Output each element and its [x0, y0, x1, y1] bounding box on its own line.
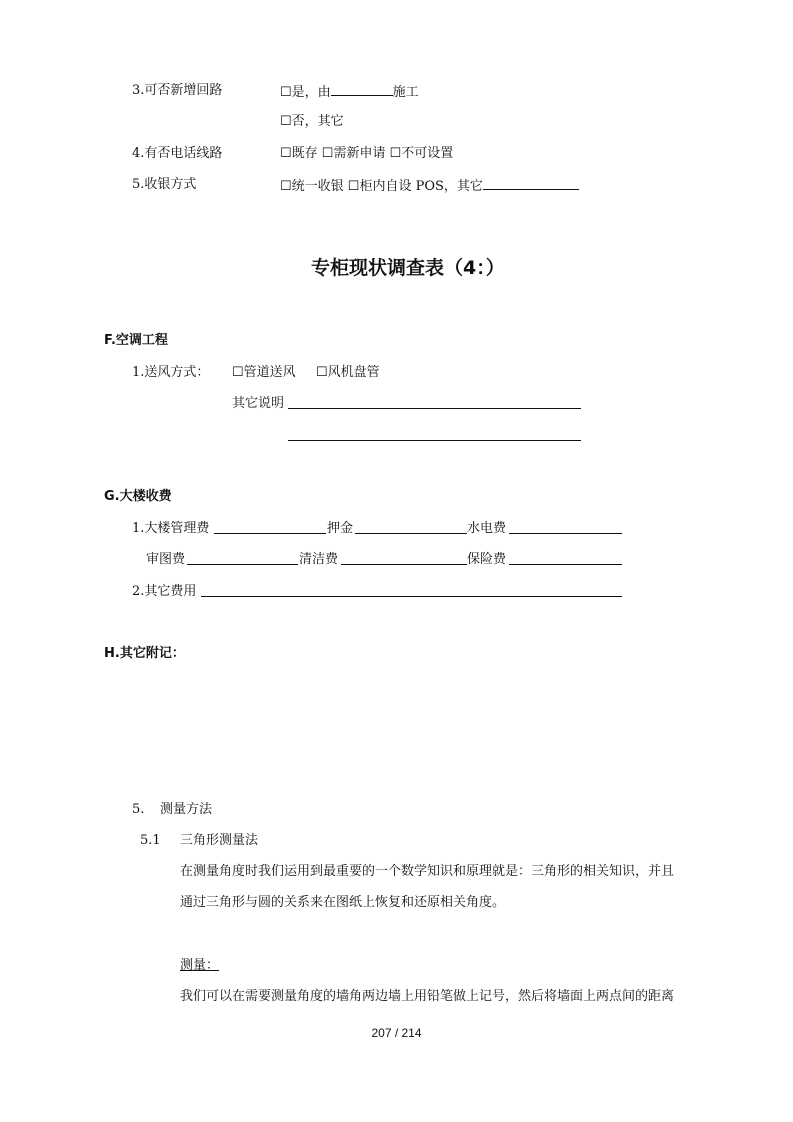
insurance-fee-label: 保险费	[467, 552, 507, 567]
air-supply-label: 1.送风方式：	[132, 365, 210, 380]
cleaning-fee-label: 清洁费	[299, 552, 339, 567]
cashier-other-blank	[483, 177, 579, 190]
new-circuit-label: 3.可否新增回路	[132, 83, 223, 98]
new-circuit-yes-prefix: ☐是，由	[280, 85, 331, 100]
phone-line-label: 4.有否电话线路	[132, 146, 223, 161]
form-title: 专柜现状调查表（4：）	[311, 257, 505, 279]
page-number: 207 / 214	[371, 1026, 422, 1040]
air-notes-line-1	[288, 408, 581, 409]
review-fee-blank	[187, 564, 298, 565]
utility-fee-label: 水电费	[467, 521, 507, 536]
deposit-blank	[355, 533, 467, 534]
new-circuit-yes-suffix: 施工	[392, 85, 419, 100]
air-supply-option-fancoil: ☐风机盘管	[316, 365, 380, 380]
air-supply-option-duct: ☐管道送风	[232, 365, 296, 380]
new-circuit-no-option: ☐否，其它	[280, 114, 344, 129]
section-5-1-title: 三角形测量法	[180, 833, 259, 848]
measure-subheading: 测量：	[180, 958, 220, 973]
paragraph-1-line-1: 在测量角度时我们运用到最重要的一个数学知识和原理就是：三角形的相关知识，并且	[180, 864, 675, 879]
mgmt-fee-label: 1.大楼管理费	[132, 521, 210, 536]
other-fees-blank	[201, 596, 622, 597]
cleaning-fee-blank	[341, 564, 467, 565]
cashier-options-text: ☐统一收银 ☐柜内自设 POS，其它	[280, 179, 483, 194]
paragraph-1-line-2: 通过三角形与圆的关系来在图纸上恢复和还原相关角度。	[180, 895, 506, 910]
review-fee-label: 审图费	[146, 552, 186, 567]
insurance-fee-blank	[509, 564, 622, 565]
section-g-heading: G.大楼收费	[104, 489, 172, 504]
utility-fee-blank	[509, 533, 622, 534]
deposit-label: 押金	[327, 521, 354, 536]
paragraph-2-line-1: 我们可以在需要测量角度的墙角两边墙上用铅笔做上记号，然后将墙面上两点间的距离	[180, 989, 675, 1004]
phone-line-options: ☐既存 ☐需新申请 ☐不可设置	[280, 146, 454, 161]
air-other-notes-label: 其它说明	[232, 396, 285, 411]
cashier-method-options	[280, 177, 579, 195]
section-5-title: 测量方法	[160, 802, 213, 817]
cashier-method-label: 5.收银方式	[132, 177, 197, 192]
other-fees-label: 2.其它费用	[132, 584, 197, 599]
contractor-blank	[331, 83, 393, 96]
section-5-1-number: 5.1	[140, 833, 161, 848]
section-f-heading: F.空调工程	[104, 333, 168, 348]
air-notes-line-2	[288, 440, 581, 441]
section-h-heading: H.其它附记：	[104, 646, 185, 661]
mgmt-fee-blank	[214, 533, 326, 534]
new-circuit-yes-option	[280, 83, 419, 101]
section-5-number: 5.	[132, 802, 145, 817]
